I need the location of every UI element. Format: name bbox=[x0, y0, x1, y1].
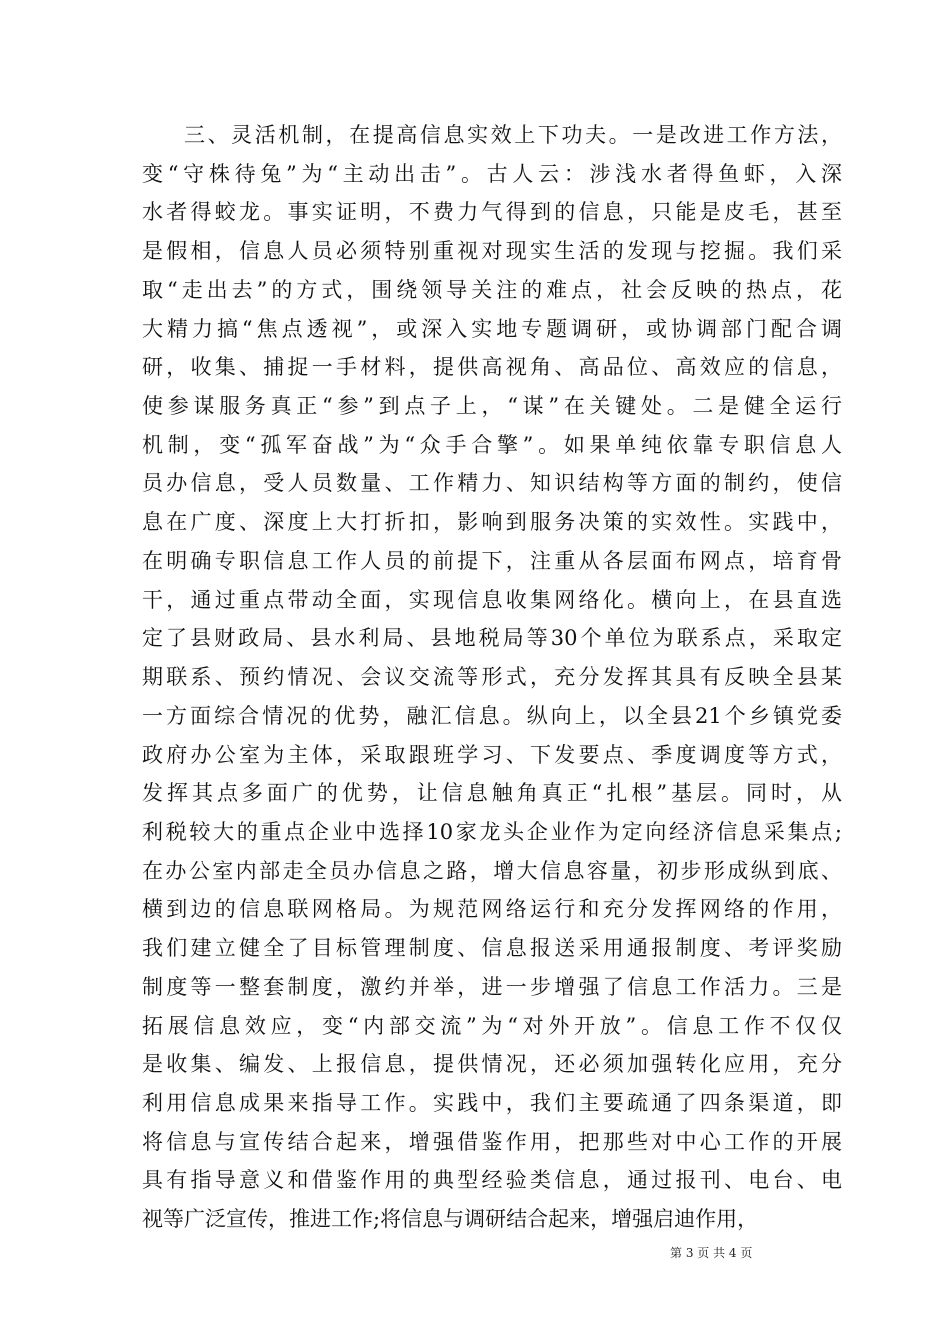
text-line: 三、灵活机制，在提高信息实效上下功夫。一是改进工作方法， bbox=[184, 123, 842, 147]
text-line: 干，通过重点带动全面，实现信息收集网络化。横向上，在县直选 bbox=[142, 587, 842, 612]
text-line: 视等广泛宣传，推进工作;将信息与调研结合起来，增强启迪作用， bbox=[142, 1207, 759, 1232]
text-line: 横到边的信息联网格局。为规范网络运行和充分发挥网络的作用， bbox=[142, 897, 842, 922]
text-line: 息在广度、深度上大打折扣，影响到服务决策的实效性。实践中， bbox=[142, 510, 842, 535]
text-line: 定了县财政局、县水利局、县地税局等30个单位为联系点，采取定 bbox=[142, 626, 842, 651]
text-line: 利用信息成果来指导工作。实践中，我们主要疏通了四条渠道，即 bbox=[142, 1090, 842, 1115]
text-line: 一方面综合情况的优势，融汇信息。纵向上，以全县21个乡镇党委 bbox=[142, 703, 842, 728]
body-paragraph bbox=[142, 116, 842, 1239]
page-number-label: 第 3 页 共 4 页 bbox=[670, 1246, 753, 1260]
text-line: 员办信息，受人员数量、工作精力、知识结构等方面的制约，使信 bbox=[142, 471, 842, 496]
page-footer bbox=[670, 1245, 752, 1261]
text-line: 将信息与宣传结合起来，增强借鉴作用，把那些对中心工作的开展 bbox=[142, 1129, 842, 1154]
text-line: 大精力搞“焦点透视”，或深入实地专题调研，或协调部门配合调 bbox=[142, 316, 842, 341]
text-line: 发挥其点多面广的优势，让信息触角真正“扎根”基层。同时，从 bbox=[142, 781, 842, 806]
text-line: 政府办公室为主体，采取跟班学习、下发要点、季度调度等方式， bbox=[142, 742, 842, 767]
text-line: 是收集、编发、上报信息，提供情况，还必须加强转化应用，充分 bbox=[142, 1052, 842, 1077]
text-line: 机制，变“孤军奋战”为“众手合擎”。如果单纯依靠专职信息人 bbox=[142, 432, 842, 457]
text-line: 是假相，信息人员必须特别重视对现实生活的发现与挖掘。我们采 bbox=[142, 239, 842, 264]
text-line: 利税较大的重点企业中选择10家龙头企业作为定向经济信息采集点; bbox=[142, 819, 842, 844]
text-line: 具有指导意义和借鉴作用的典型经验类信息，通过报刊、电台、电 bbox=[142, 1168, 842, 1193]
text-line: 取“走出去”的方式，围绕领导关注的难点，社会反映的热点，花 bbox=[142, 277, 842, 302]
text-line: 期联系、预约情况、会议交流等形式，充分发挥其具有反映全县某 bbox=[142, 665, 842, 690]
text-line: 研，收集、捕捉一手材料，提供高视角、高品位、高效应的信息， bbox=[142, 355, 842, 380]
text-line: 变“守株待兔”为“主动出击”。古人云：涉浅水者得鱼虾，入深 bbox=[142, 161, 842, 186]
text-line: 在明确专职信息工作人员的前提下，注重从各层面布网点，培育骨 bbox=[142, 548, 842, 573]
text-line: 水者得蛟龙。事实证明，不费力气得到的信息，只能是皮毛，甚至 bbox=[142, 200, 842, 225]
text-line: 在办公室内部走全员办信息之路，增大信息容量，初步形成纵到底、 bbox=[142, 858, 842, 883]
text-line: 拓展信息效应，变“内部交流”为“对外开放”。信息工作不仅仅 bbox=[142, 1013, 842, 1038]
text-line: 使参谋服务真正“参”到点子上，“谋”在关键处。二是健全运行 bbox=[142, 394, 842, 419]
text-line: 我们建立健全了目标管理制度、信息报送采用通报制度、考评奖励 bbox=[142, 936, 842, 961]
text-line: 制度等一整套制度，激约并举，进一步增强了信息工作活力。三是 bbox=[142, 974, 842, 999]
